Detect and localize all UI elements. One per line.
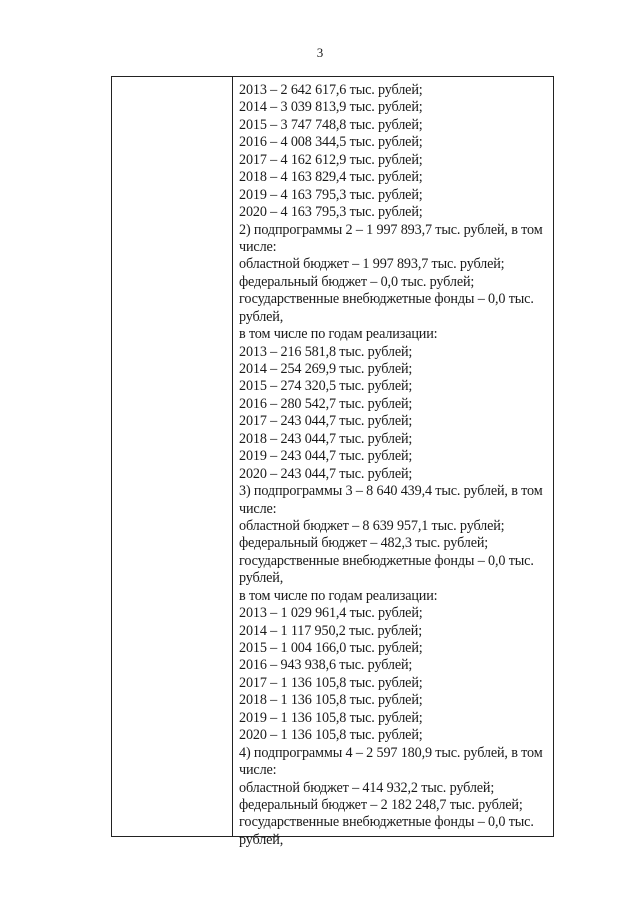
text-line: 2017 – 243 044,7 тыс. рублей;	[239, 413, 413, 430]
text-line: 2013 – 1 029 961,4 тыс. рублей;	[239, 605, 423, 622]
page-number: 3	[316, 45, 324, 60]
table-right-cell	[239, 82, 549, 849]
text-line: в том числе по годам реализации:	[239, 326, 438, 343]
text-line: 2016 – 943 938,6 тыс. рублей;	[239, 657, 413, 674]
text-line: 2013 – 2 642 617,6 тыс. рублей;	[239, 82, 423, 98]
document-table	[111, 76, 554, 848]
text-line: 2016 – 4 008 344,5 тыс. рублей;	[239, 134, 423, 151]
text-line: 2019 – 4 163 795,3 тыс. рублей;	[239, 186, 423, 203]
text-line: 2016 – 280 542,7 тыс. рублей;	[239, 395, 413, 412]
text-line: рублей,	[239, 308, 284, 325]
text-line: 2020 – 1 136 105,8 тыс. рублей;	[239, 727, 423, 744]
text-line: федеральный бюджет – 482,3 тыс. рублей;	[239, 535, 489, 552]
text-line: 2020 – 4 163 795,3 тыс. рублей;	[239, 204, 423, 221]
text-line: государственные внебюджетные фонды – 0,0 тыс.	[239, 814, 534, 831]
text-line: 2017 – 1 136 105,8 тыс. рублей;	[239, 674, 423, 691]
text-line: рублей,	[239, 831, 284, 848]
text-line: 2018 – 1 136 105,8 тыс. рублей;	[239, 692, 423, 709]
text-line: 2014 – 3 039 813,9 тыс. рублей;	[239, 99, 423, 116]
text-line: 2019 – 243 044,7 тыс. рублей;	[239, 448, 413, 465]
text-line: 2015 – 274 320,5 тыс. рублей;	[239, 378, 413, 395]
text-line: 2015 – 1 004 166,0 тыс. рублей;	[239, 640, 423, 656]
text-line: 2013 – 216 581,8 тыс. рублей;	[239, 343, 413, 360]
text-line: числе:	[239, 238, 277, 255]
text-line: 2020 – 243 044,7 тыс. рублей;	[239, 465, 413, 482]
text-line: 4) подпрограммы 4 – 2 597 180,9 тыс. рублей, в том	[239, 744, 543, 761]
text-line: областной бюджет – 414 932,2 тыс. рублей;	[239, 779, 495, 796]
text-line: государственные внебюджетные фонды – 0,0 тыс.	[239, 291, 534, 308]
text-line: рублей,	[239, 570, 284, 587]
text-line: 3) подпрограммы 3 – 8 640 439,4 тыс. рублей, в том	[239, 483, 543, 500]
text-line: федеральный бюджет – 0,0 тыс. рублей;	[239, 273, 475, 290]
text-line: в том числе по годам реализации:	[239, 587, 438, 604]
text-line: числе:	[239, 762, 277, 779]
text-line: 2018 – 243 044,7 тыс. рублей;	[239, 430, 413, 447]
text-line: 2019 – 1 136 105,8 тыс. рублей;	[239, 709, 423, 726]
text-line: 2) подпрограммы 2 – 1 997 893,7 тыс. рублей, в том	[239, 221, 543, 238]
text-line: федеральный бюджет – 2 182 248,7 тыс. рублей;	[239, 796, 523, 813]
text-line: 2014 – 254 269,9 тыс. рублей;	[239, 361, 413, 377]
text-line: 2015 – 3 747 748,8 тыс. рублей;	[239, 116, 423, 133]
text-line: 2018 – 4 163 829,4 тыс. рублей;	[239, 169, 423, 186]
text-line: областной бюджет – 1 997 893,7 тыс. рублей;	[239, 256, 505, 273]
text-line: числе:	[239, 500, 277, 517]
text-line: областной бюджет – 8 639 957,1 тыс. рублей;	[239, 517, 505, 534]
text-line: 2014 – 1 117 950,2 тыс. рублей;	[239, 622, 423, 639]
text-line: государственные внебюджетные фонды – 0,0 тыс.	[239, 552, 534, 569]
table-left-cell	[112, 77, 233, 836]
text-line: 2017 – 4 162 612,9 тыс. рублей;	[239, 151, 423, 168]
